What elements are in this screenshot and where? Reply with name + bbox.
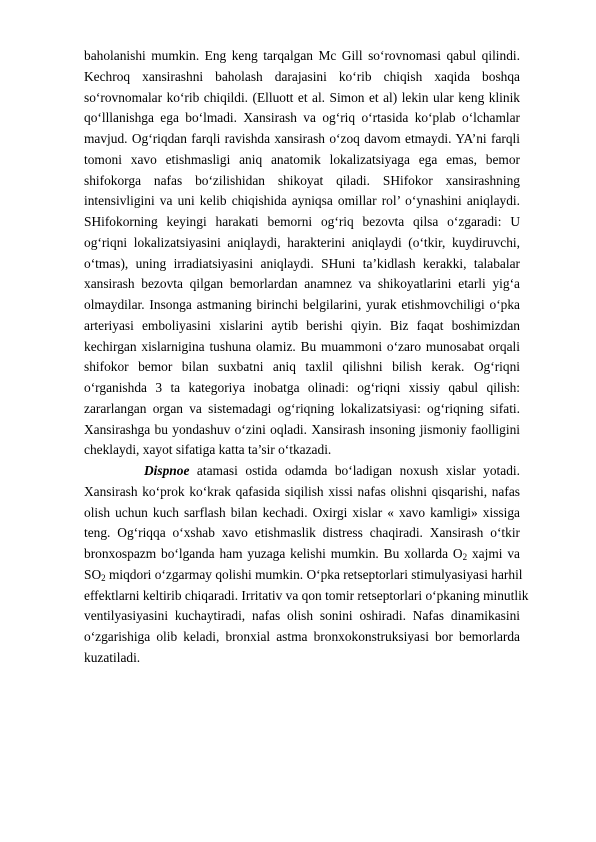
text-line-o2 bbox=[84, 544, 520, 565]
term-dispnoe: Dispnoe bbox=[144, 463, 190, 478]
text-line: arteriyasi emboliyasini xislarini aytib berishi qiyin. Biz faqat boshimizdan bbox=[84, 317, 520, 333]
subscript: 2 bbox=[101, 572, 106, 583]
text-line: Xansirash ko‘prok ko‘krak qafasida siqilish xissi nafas olishni qisqarishi, nafas bbox=[84, 483, 520, 499]
text-line: o‘zgarishiga olib keladi, bronxial astma bronxokonstruksiyasi bor bemorlarda bbox=[84, 629, 520, 644]
text-line: effektlarni keltirib chiqaradi. Irritativ va qon tomir retseptorlari o‘pkaning minutlik bbox=[84, 587, 529, 603]
text-line: SHifokorning keyingi harakati bemorni og‘riq bezovta qilsa o‘zgaradi: U bbox=[84, 214, 520, 229]
text-line: og‘riqni lokalizatsiyasini aniqlaydi, harakterini aniqlaydi (o‘tkir, kuydiruvchi, bbox=[84, 234, 520, 250]
text-line: qo‘lllanishga ega bo‘lmadi. Xansirash va og‘riq o‘rtasida ko‘plab o‘lchamlar bbox=[84, 110, 520, 126]
text-line: o‘rganishda 3 ta kategoriya inobatga olinadi: og‘riqni xissiy qabul qilish: bbox=[84, 380, 520, 395]
text-line: teng. Og‘riqqa o‘xshab xavo etishmaslik distress chaqiradi. Xansirash o‘tkir bbox=[84, 525, 520, 541]
text-fragment: xajmi va bbox=[467, 546, 520, 561]
text-line: Kechroq xansirashni baholash darajasini ko‘rib chiqish xaqida boshqa bbox=[84, 68, 520, 84]
paragraph-start-line bbox=[84, 461, 520, 482]
text-fragment: SO bbox=[84, 566, 102, 582]
text-line: so‘rovnomalar ko‘rib chiqildi. (Elluott et al. Simon et al) lekin ular keng klinik bbox=[84, 89, 520, 105]
text-line: Xansirashga bu yondashuv o‘zini oqladi. Xansirash insoning jismoniy faolligini bbox=[84, 421, 520, 437]
text-line: olish uchun kuch sarflash bilan kechadi. Oxirgi xislar « xavo kamligi» xissiga bbox=[84, 504, 520, 520]
text-line: ventilyasiyasini kuchaytiradi, nafas olish sonini oshiradi. Nafas dinamikasini bbox=[84, 608, 520, 624]
text-line: shifokorga nafas bo‘zilishidan shikoyat qiladi. SHifokor xansirashning bbox=[84, 172, 520, 188]
text-line: shifokor bemor bilan suxbatni aniq taxlil qilishni bilish kerak. Og‘riqni bbox=[84, 359, 520, 375]
text-line: o‘tmas), uning irradiatsiyasini aniqlaydi. SHuni ta’kidlash kerakki, talabalar bbox=[84, 255, 520, 271]
text-line: kechirgan xislarnigina tushuna olamiz. Bu muammoni o‘zaro munosabat orqali bbox=[84, 338, 520, 354]
text-line: tomoni xavo etishmasligi aniq anatomik lokalizatsiyaga ega emas, bemor bbox=[84, 151, 520, 167]
text-line: xansirash bezovta qilgan bemorlardan anamnez va shikoyatlarini etarli yig‘a bbox=[84, 276, 520, 292]
text-line: zararlangan organ va sistemadagi og‘riqning lokalizatsiyasi: og‘riqning sifati. bbox=[84, 400, 520, 416]
text-line: mavjud. Og‘riqdan farqli ravishda xansirash o‘zoq davom etmaydi. YA’ni farqli bbox=[84, 131, 520, 146]
text-line: olmaydilar. Insonga astmaning birinchi belgilarini, yurak etishmovchiligi o‘pka bbox=[84, 297, 520, 312]
document-body bbox=[84, 46, 529, 669]
text-line: kuzatiladi. bbox=[84, 649, 141, 665]
text-line: intensivligini va uni kelib chiqishida ayniqsa omillar rol’ o‘ynashini aniqlaydi. bbox=[84, 193, 520, 209]
text-fragment: miqdori o‘zgarmay qolishi mumkin. O‘pka retseptorlari stimulyasiyasi harhil bbox=[105, 566, 523, 582]
text-fragment: atamasi ostida odamda bo‘ladigan noxush xislar yotadi. bbox=[189, 463, 520, 478]
text-fragment: bronxospazm bo‘lganda ham yuzaga kelishi mumkin. Bu xollarda O bbox=[84, 546, 463, 561]
text-line: baholanishi mumkin. Eng keng tarqalgan Mc Gill so‘rovnomasi qabul qilindi. bbox=[84, 48, 520, 63]
text-line-so2 bbox=[84, 565, 523, 586]
text-line: cheklaydi, xayot sifatiga katta ta’sir o‘tkazadi. bbox=[84, 442, 332, 458]
subscript: 2 bbox=[462, 552, 468, 562]
